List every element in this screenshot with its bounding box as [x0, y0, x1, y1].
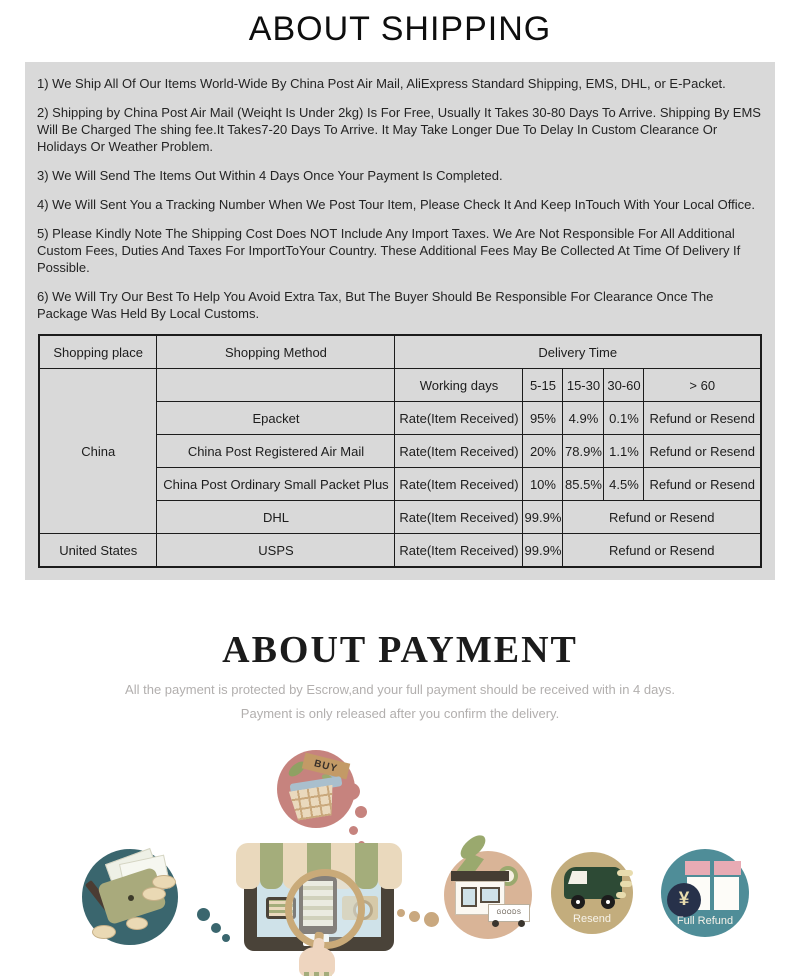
speed-line-icon: [617, 870, 633, 876]
value-cell: 1.1%: [604, 435, 644, 468]
value-cell: 99.9%: [523, 534, 563, 568]
value-cell: 85.5%: [563, 468, 604, 501]
outcome-cell: Refund or Resend: [563, 534, 761, 568]
working-days-cell: Working days: [395, 369, 523, 402]
wheel-icon: [571, 895, 585, 909]
coin-icon: [92, 925, 116, 939]
value-cell: 10%: [523, 468, 563, 501]
gift-lid-icon: [685, 861, 710, 875]
range-cell: 30-60: [604, 369, 644, 402]
thought-dot: [349, 826, 358, 835]
thought-dot: [409, 911, 420, 922]
empty-method-cell: [157, 369, 395, 402]
gift-lid-icon: [714, 861, 741, 875]
resend-icon: [551, 852, 633, 934]
range-cell: > 60: [644, 369, 761, 402]
outcome-cell: Refund or Resend: [644, 435, 761, 468]
window-icon: [461, 887, 477, 907]
table-subheader-row: [39, 369, 761, 402]
shipping-notes-panel: [25, 62, 775, 580]
table-header-row: [39, 335, 761, 369]
value-cell: 20%: [523, 435, 563, 468]
rate-cell: Rate(Item Received): [395, 468, 523, 501]
window-icon: [480, 887, 500, 903]
speed-line-icon: [620, 881, 632, 887]
payment-subtitle-line1: All the payment is protected by Escrow,and your full payment should be received with in 4 days.: [125, 682, 675, 697]
method-cell: USPS: [157, 534, 395, 568]
outcome-cell: Refund or Resend: [644, 468, 761, 501]
thought-dot: [397, 909, 405, 917]
value-cell: 4.5%: [604, 468, 644, 501]
value-cell: 4.9%: [563, 402, 604, 435]
shipping-note: 6) We Will Try Our Best To Help You Avoid Extra Tax, But The Buyer Should Be Responsible For Clearance Once The Package Was Held By Local Customs.: [37, 289, 714, 321]
shipping-section-title: ABOUT SHIPPING: [248, 10, 552, 48]
thought-dot: [211, 923, 221, 933]
header-shopping-place: Shopping place: [39, 335, 157, 369]
place-us-cell: United States: [39, 534, 157, 568]
shipping-note: 3) We Will Send The Items Out Within 4 Days Once Your Payment Is Completed.: [37, 168, 503, 183]
header-delivery-time: Delivery Time: [395, 335, 761, 369]
outcome-cell: Refund or Resend: [563, 501, 761, 534]
rate-cell: Rate(Item Received): [395, 534, 523, 568]
wheel-icon: [601, 895, 615, 909]
buy-banner-label: BUY: [302, 753, 351, 780]
payment-section-title: ABOUT PAYMENT: [222, 629, 578, 671]
shipping-note: 4) We Will Sent You a Tracking Number When We Post Tour Item, Please Check It And Keep InTouch With Your Local Office.: [37, 197, 756, 212]
house-roof-icon: [451, 871, 509, 881]
rate-cell: Rate(Item Received): [395, 501, 523, 534]
gift-box-icon: [714, 877, 739, 910]
rate-cell: Rate(Item Received): [395, 402, 523, 435]
payment-subtitle-line2: Payment is only released after you confirm the delivery.: [240, 706, 560, 721]
shipping-note: 5) Please Kindly Note The Shipping Cost Does NOT Include Any Import Taxes. We Are Not Responsible For All Additional Custom Fees, Duties And Taxes For ImportToYour Country. These Additional Fees May Be Collected At Time Of Delivery If Possible.: [37, 226, 741, 275]
header-shopping-method: Shopping Method: [157, 335, 395, 369]
delivery-time-table: [38, 334, 762, 568]
resend-label: Resend: [573, 913, 611, 925]
value-cell: 78.9%: [563, 435, 604, 468]
wallet-payment-icon: [82, 849, 178, 945]
wheel-icon: [518, 920, 525, 927]
full-refund-label: Full Refund: [676, 915, 734, 927]
coin-icon: [142, 887, 166, 901]
rate-cell: Rate(Item Received): [395, 435, 523, 468]
thought-dot: [355, 806, 367, 818]
thought-dot: [222, 934, 230, 942]
thought-dot: [197, 908, 210, 921]
sleeve-icon: [304, 972, 332, 976]
goods-delivery-icon: [444, 851, 532, 939]
place-china-cell: China: [39, 369, 157, 534]
method-cell: Epacket: [157, 402, 395, 435]
value-cell: 99.9%: [523, 501, 563, 534]
outcome-cell: Refund or Resend: [644, 402, 761, 435]
wheel-icon: [492, 920, 499, 927]
range-cell: 15-30: [563, 369, 604, 402]
value-cell: 0.1%: [604, 402, 644, 435]
full-refund-icon: [661, 849, 749, 937]
method-cell: DHL: [157, 501, 395, 534]
table-row: [39, 534, 761, 568]
goods-truck-icon: GOODS: [488, 904, 530, 922]
shipping-note: 1) We Ship All Of Our Items World-Wide By China Post Air Mail, AliExpress Standard Shipping, EMS, DHL, or E-Packet.: [37, 76, 726, 91]
yen-currency-icon: ¥: [667, 883, 701, 917]
range-cell: 5-15: [523, 369, 563, 402]
method-cell: China Post Ordinary Small Packet Plus: [157, 468, 395, 501]
thought-dot: [343, 783, 360, 800]
magnifier-icon: [285, 869, 365, 949]
coin-icon: [126, 917, 148, 930]
value-cell: 95%: [523, 402, 563, 435]
thought-dot: [424, 912, 439, 927]
wallet-button-icon: [128, 895, 134, 901]
shipping-note: 2) Shipping by China Post Air Mail (Weiqht Is Under 2kg) Is For Free, Usually It Takes 30-80 Days To Arrive. Shipping By EMS Will Be Charged The shing fee.It Takes7-20 Days To Arrive. It May Take Longer Due To Delay In Custom Clearance Or Holidays Or Weather Problem.: [37, 105, 761, 154]
method-cell: China Post Registered Air Mail: [157, 435, 395, 468]
speed-line-icon: [616, 892, 626, 898]
